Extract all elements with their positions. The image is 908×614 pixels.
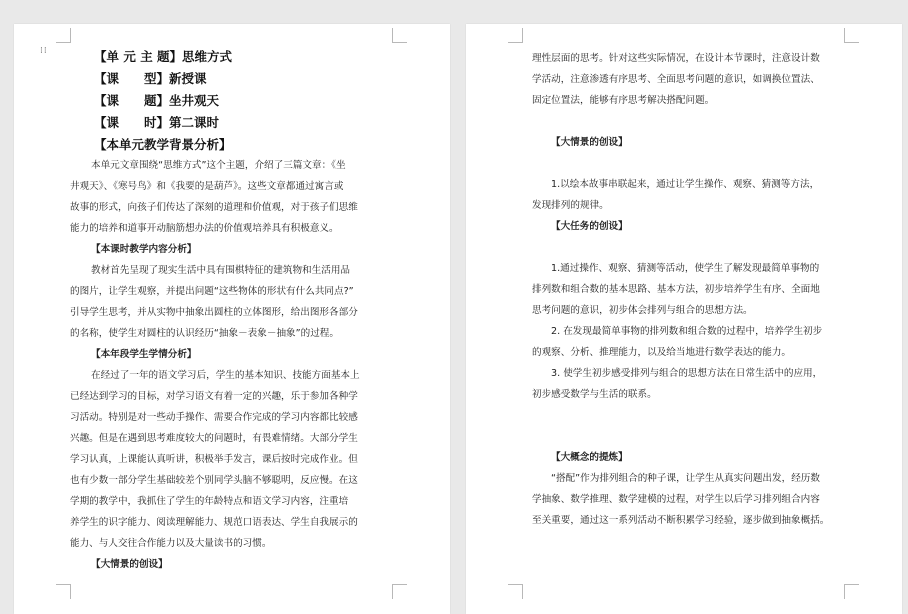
paragraph-line: 能力、与人交往合作能力以及大量读书的习惯。 xyxy=(70,538,272,549)
margin-corner-mark xyxy=(56,28,71,43)
unit-theme-line: 【单 元 主 题】思维方式 xyxy=(94,49,233,64)
paragraph-line: 初步感受数学与生活的联系。 xyxy=(532,389,657,400)
paragraph-line: 思考问题的意识，初步体会排列与组合的思想方法。 xyxy=(532,305,753,316)
paragraph-line: 也有少数一部分学生基础较差个别同学头脑不够聪明，反应慢。在这 xyxy=(70,475,358,486)
paragraph-line: 教材首先呈现了现实生活中具有围棋特征的建筑物和生活用品 xyxy=(91,265,351,276)
left-page-body xyxy=(70,155,400,575)
paragraph-line: 1.以绘本故事串联起来，通过让学生操作、观察、猜测等方法， xyxy=(551,179,820,190)
section-heading: 【大情景的创设】 xyxy=(551,137,628,148)
paragraph-line: 学期的教学中，我抓住了学生的年龄特点和语文学习内容，注重培 xyxy=(70,496,349,507)
table-move-handle-icon[interactable]: ⁞⁞ xyxy=(40,46,48,56)
paragraph-line: 发现排列的规律。 xyxy=(532,200,609,211)
lesson-period-line: 【课 时】第二课时 xyxy=(94,115,220,130)
paragraph-line: 能力的培养和道事开动脑筋想办法的价值观培养具有积极意义。 xyxy=(70,223,339,234)
paragraph-line: 2. 在发现最简单事物的排列数和组合数的过程中，培养学生初步 xyxy=(551,326,823,337)
section-heading: 【本年段学生学情分析】 xyxy=(91,349,197,360)
paragraph-line: 学活动，注意渗透有序思考、全面思考问题的意识，如调换位置法、 xyxy=(532,74,820,85)
paragraph-line: 兴趣。但是在遇到思考难度较大的问题时，有畏难情绪。大部分学生 xyxy=(70,433,358,444)
paragraph-line: “搭配”作为排列组合的种子课，让学生从真实问题出发，经历数 xyxy=(551,473,820,484)
paragraph-line: 的观察、分析、推理能力，以及给当地进行数学表达的能力。 xyxy=(532,347,792,358)
margin-corner-mark xyxy=(392,28,407,43)
paragraph-line: 的名称，使学生对圆柱的认识经历“抽象－表象－抽象”的过程。 xyxy=(70,328,339,339)
paragraph-line: 井观天》、《寒号鸟》和《我要的是葫芦》。这些文章都通过寓言或 xyxy=(70,181,344,192)
lesson-type-line: 【课 型】新授课 xyxy=(94,71,207,86)
lesson-title-line: 【课 题】坐井观天 xyxy=(94,93,220,108)
paragraph-line: 1.通过操作、观察、猜测等活动，使学生了解发现最简单事物的 xyxy=(551,263,820,274)
unit-background-heading: 【本单元教学背景分析】 xyxy=(94,137,232,152)
margin-corner-mark xyxy=(392,584,407,599)
paragraph-line: 学抽象、数学推理、数学建模的过程，对学生以后学习排列组合内容 xyxy=(532,494,820,505)
margin-corner-mark xyxy=(508,28,523,43)
lesson-header xyxy=(94,46,414,156)
paragraph-line: 养学生的识字能力、阅读理解能力、规范口语表达、学生自我展示的 xyxy=(70,517,358,528)
paragraph-line: 的图片，让学生观察，并提出问题“这些物体的形状有什么共同点?” xyxy=(70,286,354,297)
margin-corner-mark xyxy=(844,584,859,599)
paragraph-line: 引导学生思考，并从实物中抽象出圆柱的立体图形，给出图形各部分 xyxy=(70,307,358,318)
paragraph-line: 3. 使学生初步感受排列与组合的思想方法在日常生活中的应用， xyxy=(551,368,823,379)
paragraph-line: 习活动。特别是对一些动手操作、需要合作完成的学习内容都比较感 xyxy=(70,412,358,423)
margin-corner-mark xyxy=(844,28,859,43)
paragraph-line: 在经过了一年的语文学习后，学生的基本知识、技能方面基本上 xyxy=(91,370,360,381)
section-heading: 【大任务的创设】 xyxy=(551,221,628,232)
margin-corner-mark xyxy=(56,584,71,599)
paragraph-line: 已经达到学习的目标，对学习语文有着一定的兴趣，乐于参加各种学 xyxy=(70,391,358,402)
right-page-body xyxy=(532,48,852,531)
paragraph-line: 故事的形式，向孩子们传达了深刻的道理和价值观，对于孩子们思维 xyxy=(70,202,358,213)
paragraph-line: 理性层面的思考。针对这些实际情况，在设计本节课时，注意设计数 xyxy=(532,53,820,64)
margin-corner-mark xyxy=(508,584,523,599)
paragraph-line: 固定位置法，能够有序思考解决搭配问题。 xyxy=(532,95,715,106)
paragraph-line: 至关重要，通过这一系列活动不断积累学习经验，逐步做到抽象概括。 xyxy=(532,515,830,526)
section-heading: 【大概念的提炼】 xyxy=(551,452,628,463)
paragraph-line: 排列数和组合数的基本思路、基本方法，初步培养学生有序、全面地 xyxy=(532,284,820,295)
section-heading: 【大情景的创设】 xyxy=(91,559,168,570)
paragraph-line: 本单元文章围绕“思维方式”这个主题，介绍了三篇文章：《坐 xyxy=(91,160,346,171)
section-heading: 【本课时教学内容分析】 xyxy=(91,244,197,255)
paragraph-line: 学习认真，上课能认真听讲，积极举手发言，课后按时完成作业。但 xyxy=(70,454,358,465)
